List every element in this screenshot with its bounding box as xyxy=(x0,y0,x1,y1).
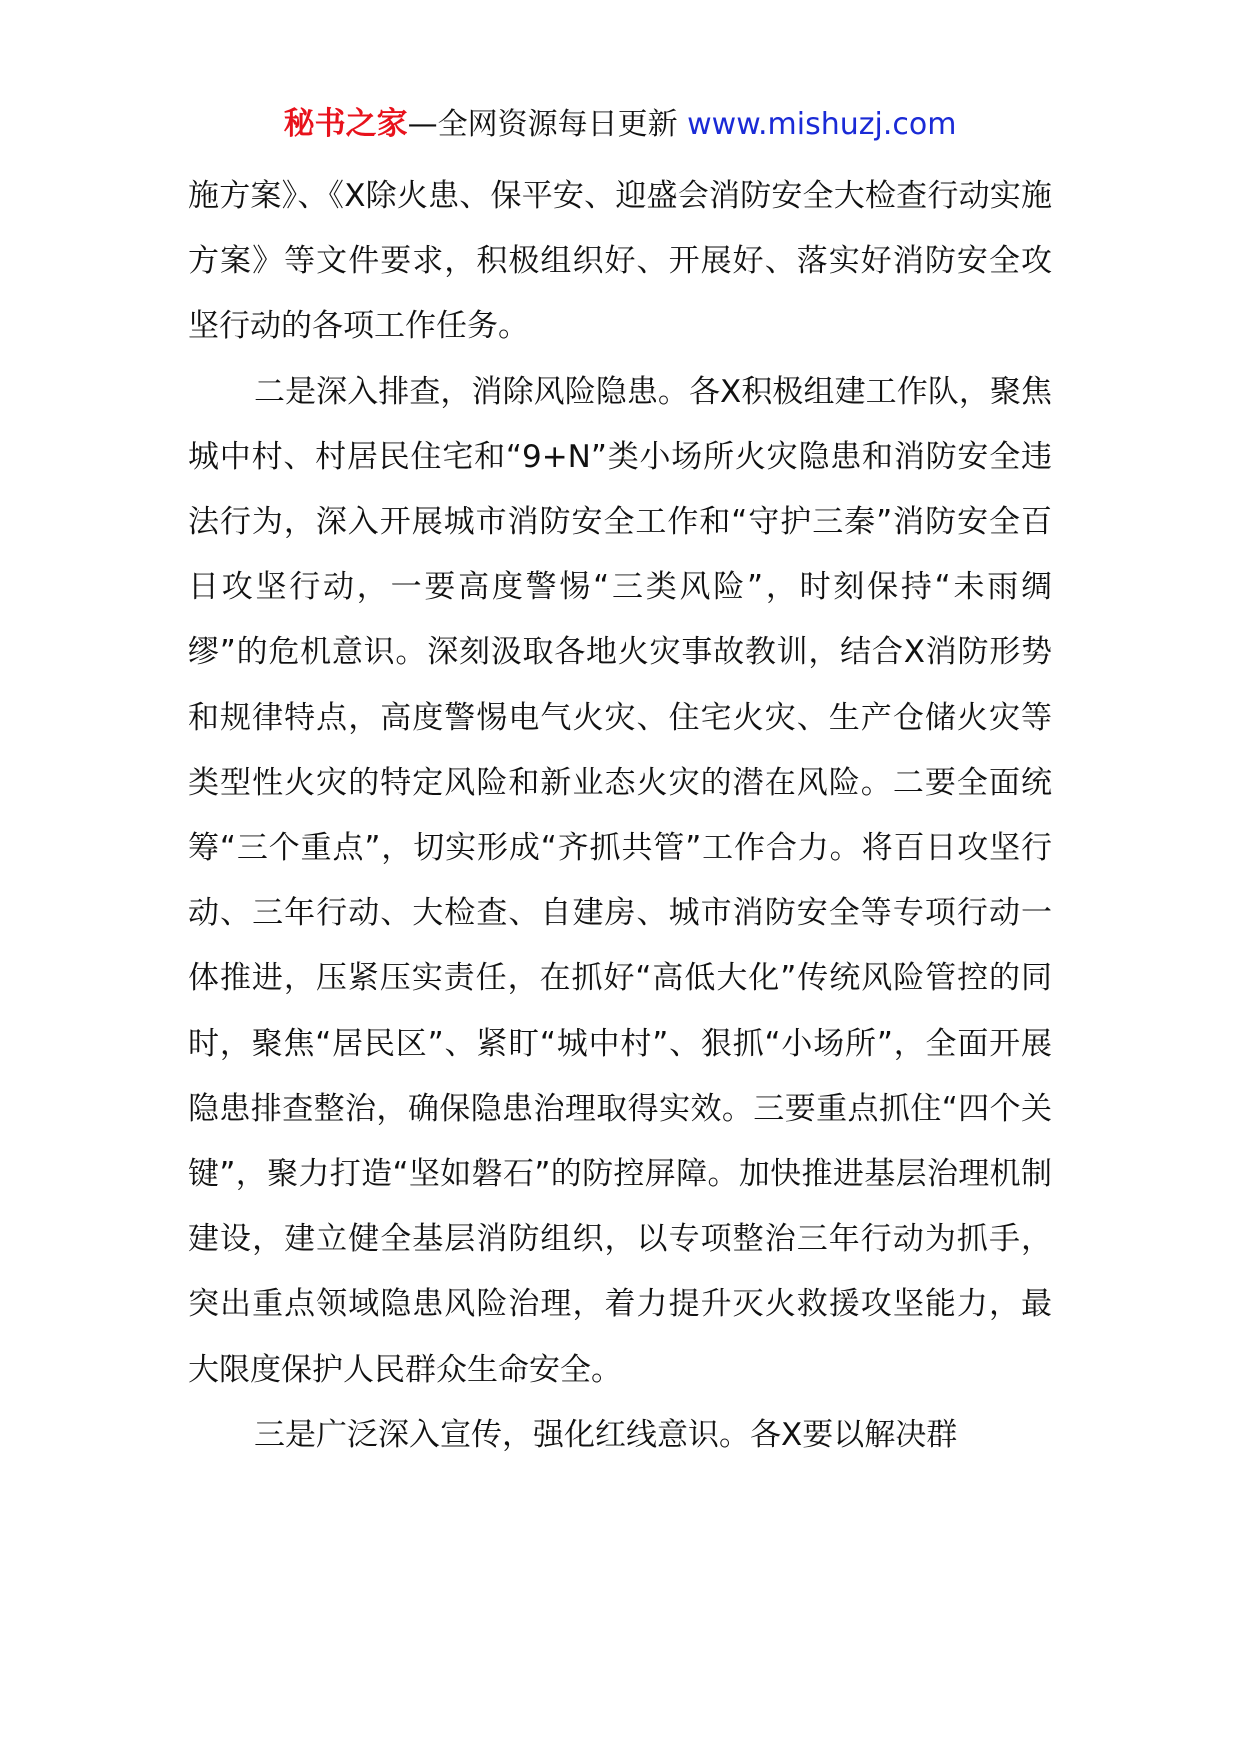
document-body xyxy=(188,164,1052,1468)
paragraph-section-two: 二是深入排查，消除风险隐患。各X积极组建工作队，聚焦城中村、村居民住宅和“9+N”类小场所火灾隐患和消防安全违法行为，深入开展城市消防安全工作和“守护三秦”消防安全百日攻坚行动，一要高度警惕“三类风险”，时刻保持“未雨绸缪”的危机意识。深刻汲取各地火灾事故教训，结合X消防形势和规律特点，高度警惕电气火灾、住宅火灾、生产仓储火灾等类型性火灾的特定风险和新业态火灾的潜在风险。二要全面统筹“三个重点”，切实形成“齐抓共管”工作合力。将百日攻坚行动、三年行动、大检查、自建房、城市消防安全等专项行动一体推进，压紧压实责任，在抓好“高低大化”传统风险管控的同时，聚焦“居民区”、紧盯“城中村”、狠抓“小场所”，全面开展隐患排查整治，确保隐患治理取得实效。三要重点抓住“四个关键”，聚力打造“坚如磐石”的防控屏障。加快推进基层治理机制建设，建立健全基层消防组织，以专项整治三年行动为抓手，突出重点领域隐患风险治理，着力提升灭火救援攻坚能力，最大限度保护人民群众生命安全。 xyxy=(188,373,1052,1388)
paragraph-continuation: 施方案》、《X除火患、保平安、迎盛会消防安全大检查行动实施方案》等文件要求，积极组织好、开展好、落实好消防安全攻坚行动的各项工作任务。 xyxy=(188,178,1052,345)
header-tagline: —全网资源每日更新 xyxy=(407,107,678,142)
header-url-link[interactable]: www.mishuzj.com xyxy=(687,107,957,142)
paragraph-section-three: 三是广泛深入宣传，强化红线意识。各X要以解决群 xyxy=(254,1416,958,1453)
page-header xyxy=(0,100,1240,149)
header-brand: 秘书之家 xyxy=(283,106,408,142)
